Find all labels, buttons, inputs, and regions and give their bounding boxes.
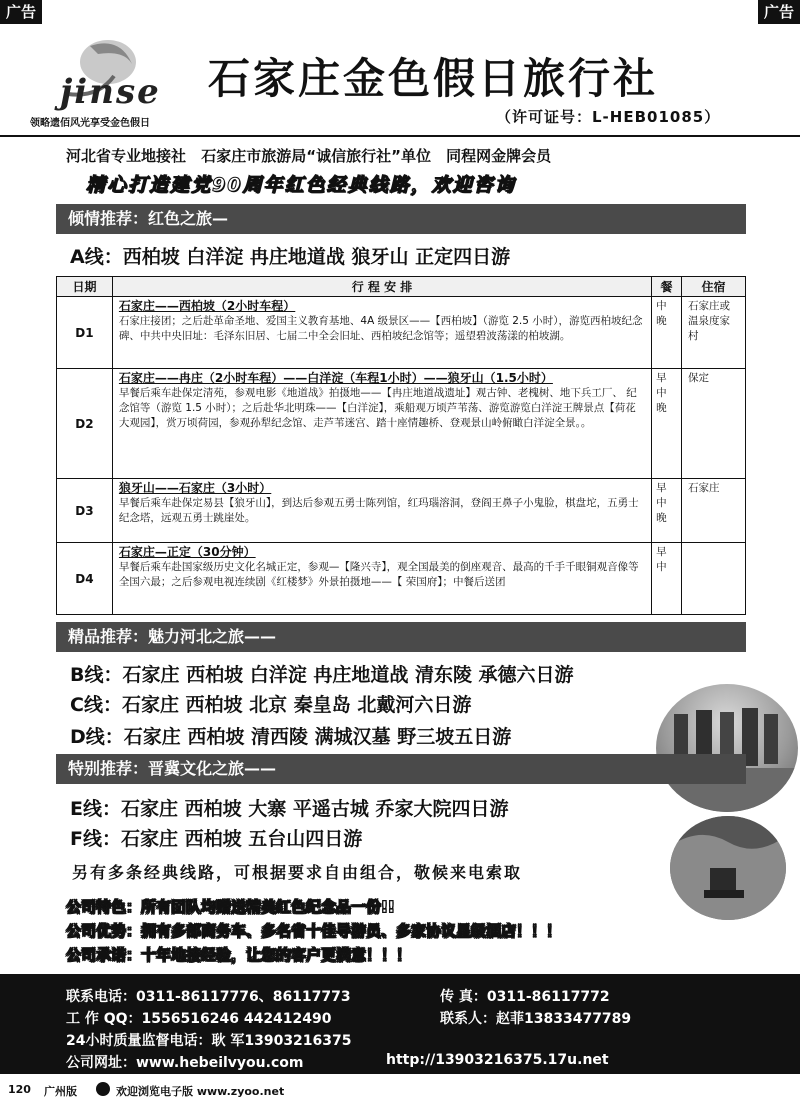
company-name: 石家庄金色假日旅行社 [208, 54, 659, 103]
website-link[interactable]: 公司网址：www.hebeilvyou.com [66, 1055, 304, 1071]
meal-item: 中 [656, 497, 667, 509]
meal-cell [652, 543, 682, 615]
page-number: 120 [8, 1083, 31, 1096]
plan-cell [112, 369, 651, 479]
zyoo-badge-icon [96, 1082, 110, 1096]
section-hebei-tour: 精品推荐：魅力河北之旅—— [56, 622, 746, 652]
plan-cell [112, 297, 651, 369]
welcome-label: 欢迎浏览电子版 www.zyoo.net [116, 1085, 285, 1098]
plan-detail: 早餐后乘车赴国家级历史文化名城正定，参观—【隆兴寺】，观全国最美的倒座观音、最高的千手千眼铜观音像等全国六最；之后参观电视连续剧《红楼梦》外景拍摄地——【 荣国府】；中餐后送团 [118, 561, 639, 588]
website-link-2[interactable]: http://13903216375.17u.net [386, 1052, 609, 1068]
meal-cell [652, 369, 682, 479]
meal-item: 早 [656, 372, 667, 384]
col-meal: 餐 [652, 277, 682, 297]
meal-item: 晚 [656, 402, 667, 414]
section-culture-tour: 特别推荐：晋冀文化之旅—— [56, 754, 746, 784]
logo-word: jinse [60, 72, 161, 112]
quality-hotline: 24小时质量监督电话：耿 军13903216375 [66, 1033, 352, 1049]
tagline: 精心打造建党90周年红色经典线路，欢迎咨询 [86, 174, 516, 196]
meal-item: 晚 [656, 315, 667, 327]
line-f-title: F线：石家庄 西柏坡 五台山四日游 [70, 828, 363, 850]
table-header-row [57, 277, 746, 297]
table-row [57, 369, 746, 479]
line-d-title: D线：石家庄 西柏坡 清西陵 满城汉墓 野三坡五日游 [70, 726, 512, 748]
feature-line: 公司特色：所有团队均赠送精美红色纪念品一份!! [66, 898, 395, 916]
stay-cell: 保定 [682, 369, 746, 479]
meal-item: 中 [656, 561, 667, 573]
line-e-title: E线：石家庄 西柏坡 大寨 平遥古城 乔家大院四日游 [70, 798, 509, 820]
advantage-line: 公司优势：拥有多部商务车、多名省十佳导游员、多家协议星级酒店！！！ [66, 922, 562, 940]
table-row [57, 479, 746, 543]
plan-title: 石家庄——西柏坡（2小时车程） [118, 299, 296, 313]
section-red-tour: 倾情推荐：红色之旅— [56, 204, 746, 234]
contact-phone: 联系电话：0311-86117776、86117773 [66, 989, 351, 1005]
bottom-strip [0, 1080, 800, 1100]
meal-item: 早 [656, 546, 667, 558]
more-routes-note: 另有多条经典线路，可根据要求自由组合，敬候来电索取 [72, 863, 523, 882]
photo-baiyangdian-boat [670, 816, 786, 920]
plan-detail: 早餐后乘车赴保定易县【狼牙山】，到达后参观五勇士陈列馆，红玛瑙溶洞，登阎王鼻子小鬼脸，棋盘坨，五勇士纪念塔，远观五勇士跳崖处。 [118, 497, 639, 524]
meal-cell [652, 479, 682, 543]
contact-qq: 工 作 QQ：1556516246 442412490 [66, 1011, 332, 1027]
ad-label-right: 广告 [758, 0, 800, 24]
license-number: （许可证号：L-HEB01085） [496, 108, 721, 126]
line-b-title: B线：石家庄 西柏坡 白洋淀 冉庄地道战 清东陵 承德六日游 [70, 664, 574, 686]
meal-item: 早 [656, 482, 667, 494]
meal-cell [652, 297, 682, 369]
day-cell: D4 [57, 543, 113, 615]
contact-footer [0, 974, 800, 1074]
day-cell: D3 [57, 479, 113, 543]
meal-item: 中 [656, 387, 667, 399]
logo-slogan: 领略遗佰风光享受金色假日 [30, 118, 150, 129]
edition-label: 广州版 [44, 1085, 77, 1098]
table-row [57, 543, 746, 615]
col-stay: 住宿 [682, 277, 746, 297]
plan-cell [112, 479, 651, 543]
meal-item: 晚 [656, 512, 667, 524]
credentials: 河北省专业地接社 石家庄市旅游局“诚信旅行社”单位 同程网金牌会员 [66, 147, 552, 165]
col-plan: 行 程 安 排 [112, 277, 651, 297]
stay-cell: 石家庄 [682, 479, 746, 543]
table-row [57, 297, 746, 369]
contact-person: 联系人：赵菲13833477789 [440, 1011, 632, 1027]
stay-cell: 石家庄或温泉度家村 [682, 297, 746, 369]
line-c-title: C线：石家庄 西柏坡 北京 秦皇岛 北戴河六日游 [70, 694, 472, 716]
col-day: 日期 [57, 277, 113, 297]
plan-title: 石家庄——冉庄（2小时车程）——白洋淀（车程1小时）——狼牙山（1.5小时） [118, 371, 553, 385]
header-divider [0, 135, 800, 137]
itinerary-table [56, 276, 746, 615]
plan-title: 石家庄—正定（30分钟） [118, 545, 256, 559]
stay-cell [682, 543, 746, 615]
promise-line: 公司承诺：十年地接经验，让您的客户更满意！！！ [66, 946, 412, 964]
line-a-title: A线：西柏坡 白洋淀 冉庄地道战 狼牙山 正定四日游 [70, 246, 511, 268]
day-cell: D2 [57, 369, 113, 479]
contact-fax: 传 真：0311-86117772 [440, 989, 610, 1005]
plan-cell [112, 543, 651, 615]
day-cell: D1 [57, 297, 113, 369]
meal-item: 中 [656, 300, 667, 312]
ad-label-left: 广告 [0, 0, 42, 24]
plan-detail: 石家庄接团；之后赴革命圣地、爱国主义教育基地、4A 级景区——【西柏坡】（游览 2.5 小时），游览西柏坡纪念碑、中共中央旧址：毛泽东旧居、七届二中全会旧址、西柏坡纪念馆等；遥望碧波荡漾的柏坡湖。 [118, 315, 643, 342]
plan-title: 狼牙山——石家庄（3小时） [118, 481, 272, 495]
plan-detail: 早餐后乘车赴保定清苑，参观电影《地道战》拍摄地——【冉庄地道战遗址】观古钟、老槐树、地下兵工厂、 纪念馆等（游览 1.5 小时）；之后赴华北明珠——【白洋淀】，乘船观万顷芦苇荡、游览游览白洋淀王牌景点【荷花大观园】，赏万顷荷园，参观孙犁纪念馆、走芦苇迷宫、踏十座情趣桥、登观景山岭俯瞰白洋淀全景。。 [118, 387, 637, 429]
photo-xibaipo-statues [656, 684, 798, 812]
